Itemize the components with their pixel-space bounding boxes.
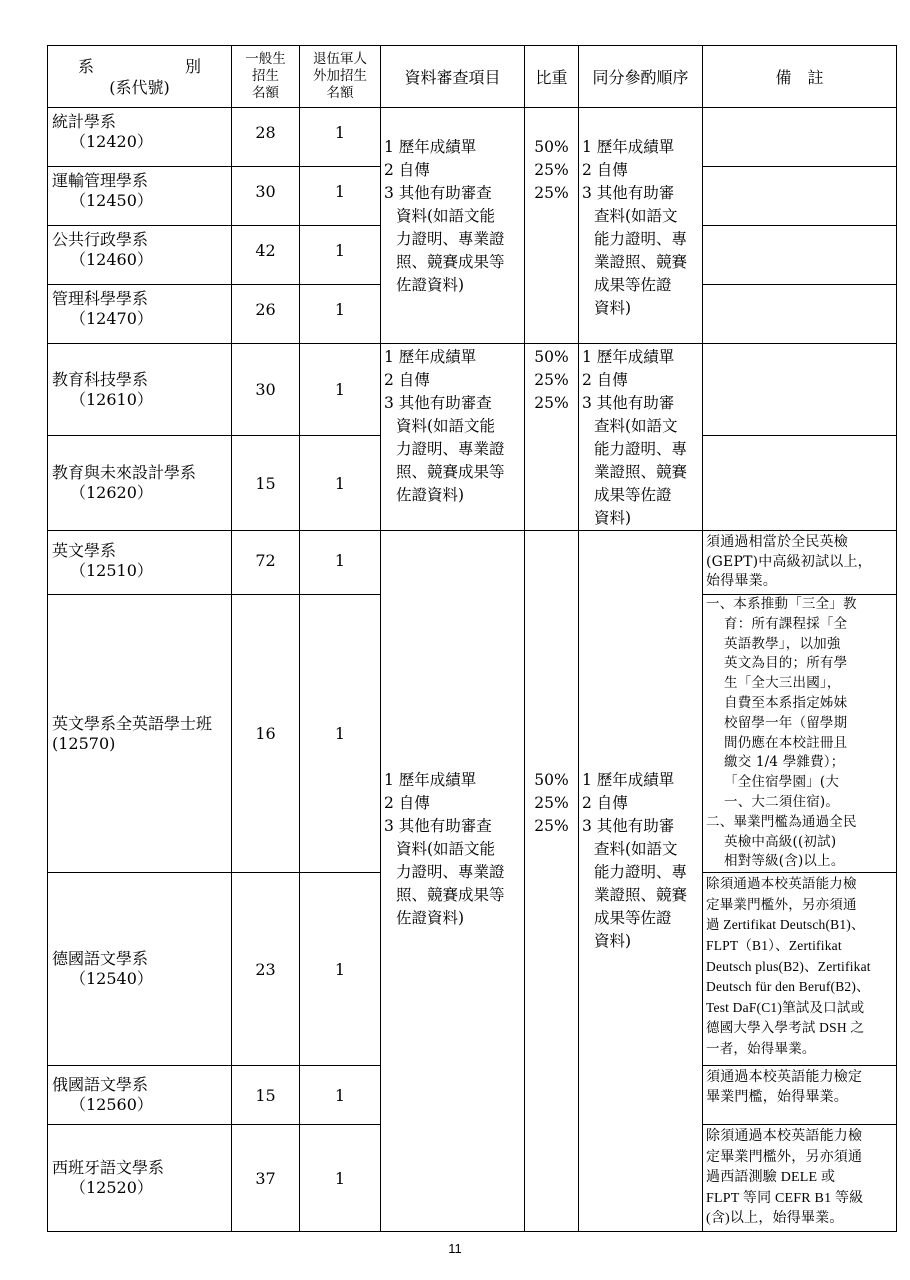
general-quota: 28	[232, 108, 300, 167]
table-row	[48, 531, 897, 595]
review-items-cell: 1 歷年成績單 2 自傳 3 其他有助審查 資料(如語文能 力證明、專業證 照、競賽成果等 佐證資料)	[381, 108, 525, 344]
remarks-cell	[703, 344, 897, 436]
header-remarks: 備 註	[703, 46, 897, 108]
page-number: 11	[448, 1241, 462, 1256]
veteran-quota: 1	[300, 436, 381, 531]
header-weight: 比重	[525, 46, 579, 108]
weight-cell: 50% 25% 25%	[525, 531, 579, 1232]
veteran-quota: 1	[300, 1125, 381, 1232]
table-row	[48, 108, 897, 167]
veteran-quota: 1	[300, 1066, 381, 1125]
header-general-quota: 一般生 招生 名額	[232, 46, 300, 108]
header-department: 系 別 (系代號)	[48, 46, 232, 108]
dept-cell: 運輸管理學系 （12450）	[48, 167, 232, 226]
general-quota: 42	[232, 226, 300, 285]
general-quota: 16	[232, 595, 300, 873]
dept-cell: 公共行政學系 （12460）	[48, 226, 232, 285]
general-quota: 23	[232, 873, 300, 1066]
dept-cell: 教育科技學系 （12610）	[48, 344, 232, 436]
general-quota: 26	[232, 285, 300, 344]
remarks-cell	[703, 285, 897, 344]
general-quota: 30	[232, 344, 300, 436]
general-quota: 15	[232, 436, 300, 531]
remarks-cell	[703, 436, 897, 531]
weight-cell: 50% 25% 25%	[525, 108, 579, 344]
review-items-cell: 1 歷年成績單 2 自傳 3 其他有助審查 資料(如語文能 力證明、專業證 照、競賽成果等 佐證資料)	[381, 531, 525, 1232]
dept-cell: 俄國語文學系 （12560）	[48, 1066, 232, 1125]
remarks-cell	[703, 226, 897, 285]
header-row	[48, 46, 897, 108]
dept-cell: 英文學系 （12510）	[48, 531, 232, 595]
dept-cell: 德國語文學系 （12540）	[48, 873, 232, 1066]
remarks-cell-english-full: 一、本系推動「三全」教 育：所有課程採「全 英語教學」，以加強 英文為目的；所有學 生「全大三出國」， 自費至本系指定姊妹 校留學一年（留學期 間仍應在本校註冊且 繳交 1/4 學雜費）； 「全住宿學園」(大 一、大二須住宿)。 二、畢業門檻為通過全民 英檢中高級((初試) 相對等級(含)以上。	[703, 595, 897, 873]
veteran-quota: 1	[300, 167, 381, 226]
dept-cell: 統計學系 （12420）	[48, 108, 232, 167]
tiebreak-cell: 1 歷年成績單 2 自傳 3 其他有助審 查料(如語文 能力證明、專 業證照、競賽 成果等佐證 資料)	[579, 531, 703, 1232]
remarks-cell	[703, 167, 897, 226]
general-quota: 30	[232, 167, 300, 226]
veteran-quota: 1	[300, 595, 381, 873]
header-tiebreak: 同分參酌順序	[579, 46, 703, 108]
veteran-quota: 1	[300, 226, 381, 285]
general-quota: 72	[232, 531, 300, 595]
remarks-cell-german: 除須通過本校英語能力檢 定畢業門檻外，另亦須通 過 Zertifikat Deutsch(B1)、 FLPT（B1）、Zertifikat Deutsch plus(B2)、Zertifikat Deutsch für den Beruf(B2)、 Test DaF(C1)筆試及口試或 德國大學入學考試 DSH 之 一者，始得畢業。	[703, 873, 897, 1066]
dept-cell: 西班牙語文學系 （12520）	[48, 1125, 232, 1232]
tiebreak-cell: 1 歷年成績單 2 自傳 3 其他有助審 查料(如語文 能力證明、專 業證照、競賽 成果等佐證 資料)	[579, 344, 703, 531]
veteran-quota: 1	[300, 531, 381, 595]
tiebreak-cell: 1 歷年成績單 2 自傳 3 其他有助審 查料(如語文 能力證明、專 業證照、競賽 成果等佐證 資料)	[579, 108, 703, 344]
general-quota: 15	[232, 1066, 300, 1125]
dept-cell: 管理科學學系 （12470）	[48, 285, 232, 344]
veteran-quota: 1	[300, 108, 381, 167]
remarks-cell-english: 須通過相當於全民英檢 (GEPT)中高級初試以上， 始得畢業。	[703, 531, 897, 595]
weight-cell: 50% 25% 25%	[525, 344, 579, 531]
admissions-table	[47, 45, 897, 1232]
veteran-quota: 1	[300, 344, 381, 436]
veteran-quota: 1	[300, 285, 381, 344]
remarks-cell	[703, 108, 897, 167]
remarks-cell-spanish: 除須通過本校英語能力檢 定畢業門檻外，另亦須通 過西語測驗 DELE 或 FLPT 等同 CEFR B1 等級 (含)以上，始得畢業。	[703, 1125, 897, 1232]
review-items-cell: 1 歷年成績單 2 自傳 3 其他有助審查 資料(如語文能 力證明、專業證 照、競賽成果等 佐證資料)	[381, 344, 525, 531]
general-quota: 37	[232, 1125, 300, 1232]
remarks-cell-russian: 須通過本校英語能力檢定 畢業門檻，始得畢業。	[703, 1066, 897, 1125]
header-veteran-quota: 退伍軍人 外加招生 名額	[300, 46, 381, 108]
dept-cell: 教育與未來設計學系 （12620）	[48, 436, 232, 531]
table-row	[48, 344, 897, 436]
dept-cell: 英文學系全英語學士班 (12570)	[48, 595, 232, 873]
header-review-items: 資料審查項目	[381, 46, 525, 108]
veteran-quota: 1	[300, 873, 381, 1066]
